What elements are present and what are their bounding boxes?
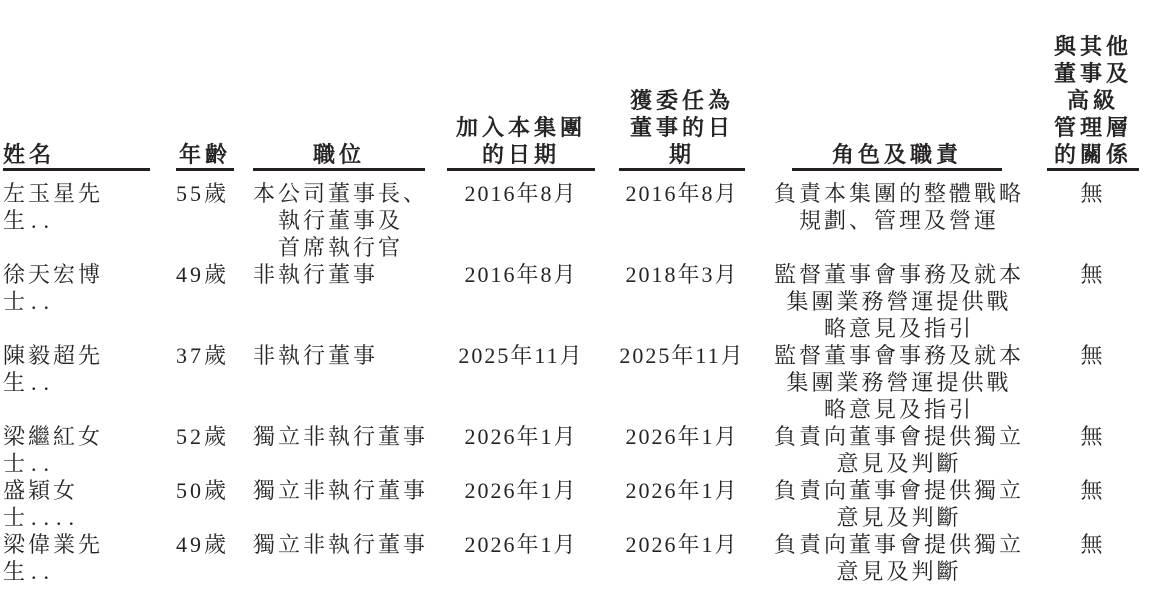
col-header-age: 年齡: [176, 0, 234, 171]
director-relationship: 無: [1080, 478, 1106, 503]
dot-leader: ..: [31, 370, 57, 395]
director-roles-text: 負責向董事會提供獨立 意見及判斷: [774, 532, 1025, 584]
director-relationship: 無: [1080, 532, 1106, 557]
director-name-text: 梁偉業先生: [3, 532, 104, 584]
director-name-text: 盛穎女士: [3, 478, 79, 530]
director-roles: [774, 171, 1025, 261]
director-age: 49歲: [176, 262, 230, 287]
director-roles-text: 負責向董事會提供獨立 意見及判斷: [774, 478, 1025, 530]
director-age: 55歲: [176, 181, 230, 206]
dot-leader: ..: [31, 451, 57, 476]
director-age: 50歲: [176, 478, 230, 503]
dot-leader: ....: [31, 505, 82, 530]
director-name-text: 梁繼紅女士: [3, 424, 104, 476]
director-name-text: 徐天宏博士: [3, 262, 104, 314]
director-roles: [774, 342, 1025, 423]
director-join-date: 2026年1月: [464, 478, 578, 503]
directors-table: [3, 0, 1152, 585]
director-name: [3, 171, 150, 261]
director-position-text: 獨立非執行董事: [253, 478, 429, 503]
director-roles: [774, 261, 1025, 342]
director-appoint-date: 2026年1月: [625, 532, 739, 557]
director-position: [253, 423, 429, 477]
director-appoint-date: 2018年3月: [625, 262, 739, 287]
director-join-date: 2016年8月: [464, 262, 578, 287]
director-position-text: 獨立非執行董事: [253, 424, 429, 449]
director-position-text: 非執行董事: [253, 343, 379, 368]
director-name-text: 左玉星先生: [3, 181, 104, 233]
dot-leader: ..: [31, 559, 57, 584]
director-name: [3, 531, 150, 585]
director-join-date: 2025年11月: [458, 343, 584, 368]
director-roles: [774, 423, 1025, 477]
director-position-text: 獨立非執行董事: [253, 532, 429, 557]
director-position: [253, 171, 429, 261]
director-name: [3, 261, 150, 342]
col-header-appoint-date: 獲委任為 董事的日期: [619, 0, 745, 171]
director-position-text: 非執行董事: [253, 262, 379, 287]
col-header-roles-label: 角色及職責: [831, 142, 962, 167]
director-appoint-date: 2026年1月: [625, 424, 739, 449]
director-position: [253, 261, 425, 342]
col-header-roles: [774, 0, 1020, 171]
director-position: [253, 477, 429, 531]
col-header-name: 姓名: [3, 0, 150, 171]
director-roles-text: 監督董事會事務及就本 集團業務營運提供戰 略意見及指引: [774, 262, 1025, 341]
col-header-relationship: 與其他 董事及 高級 管理層 的關係: [1047, 0, 1139, 171]
dot-leader: ..: [31, 208, 57, 233]
director-roles-text: 負責向董事會提供獨立 意見及判斷: [774, 424, 1025, 476]
director-join-date: 2026年1月: [464, 424, 578, 449]
director-appoint-date: 2026年1月: [625, 478, 739, 503]
director-relationship: 無: [1080, 181, 1106, 206]
director-roles-text: 負責本集團的整體戰略 規劃、管理及營運: [774, 181, 1025, 233]
director-roles: [774, 531, 1025, 585]
director-position: [253, 342, 425, 423]
director-age: 37歲: [176, 343, 230, 368]
director-appoint-date: 2016年8月: [625, 181, 739, 206]
director-join-date: 2026年1月: [464, 532, 578, 557]
director-name: [3, 342, 150, 423]
director-roles: [774, 477, 1025, 531]
director-relationship: 無: [1080, 262, 1106, 287]
col-header-join-date: 加入本集團 的日期: [447, 0, 595, 171]
director-name-text: 陳毅超先生: [3, 343, 104, 395]
director-position-text: 本公司董事長、 執行董事及 首席執行官: [253, 181, 429, 260]
director-name: [3, 423, 150, 477]
director-join-date: 2016年8月: [464, 181, 578, 206]
director-position: [253, 531, 429, 585]
dot-leader: ..: [31, 289, 57, 314]
director-relationship: 無: [1080, 424, 1106, 449]
director-appoint-date: 2025年11月: [619, 343, 745, 368]
director-relationship: 無: [1080, 343, 1106, 368]
col-header-position: 職位: [253, 0, 425, 171]
director-roles-text: 監督董事會事務及就本 集團業務營運提供戰 略意見及指引: [774, 343, 1025, 422]
director-name: [3, 477, 150, 531]
director-age: 49歲: [176, 532, 230, 557]
director-age: 52歲: [176, 424, 230, 449]
